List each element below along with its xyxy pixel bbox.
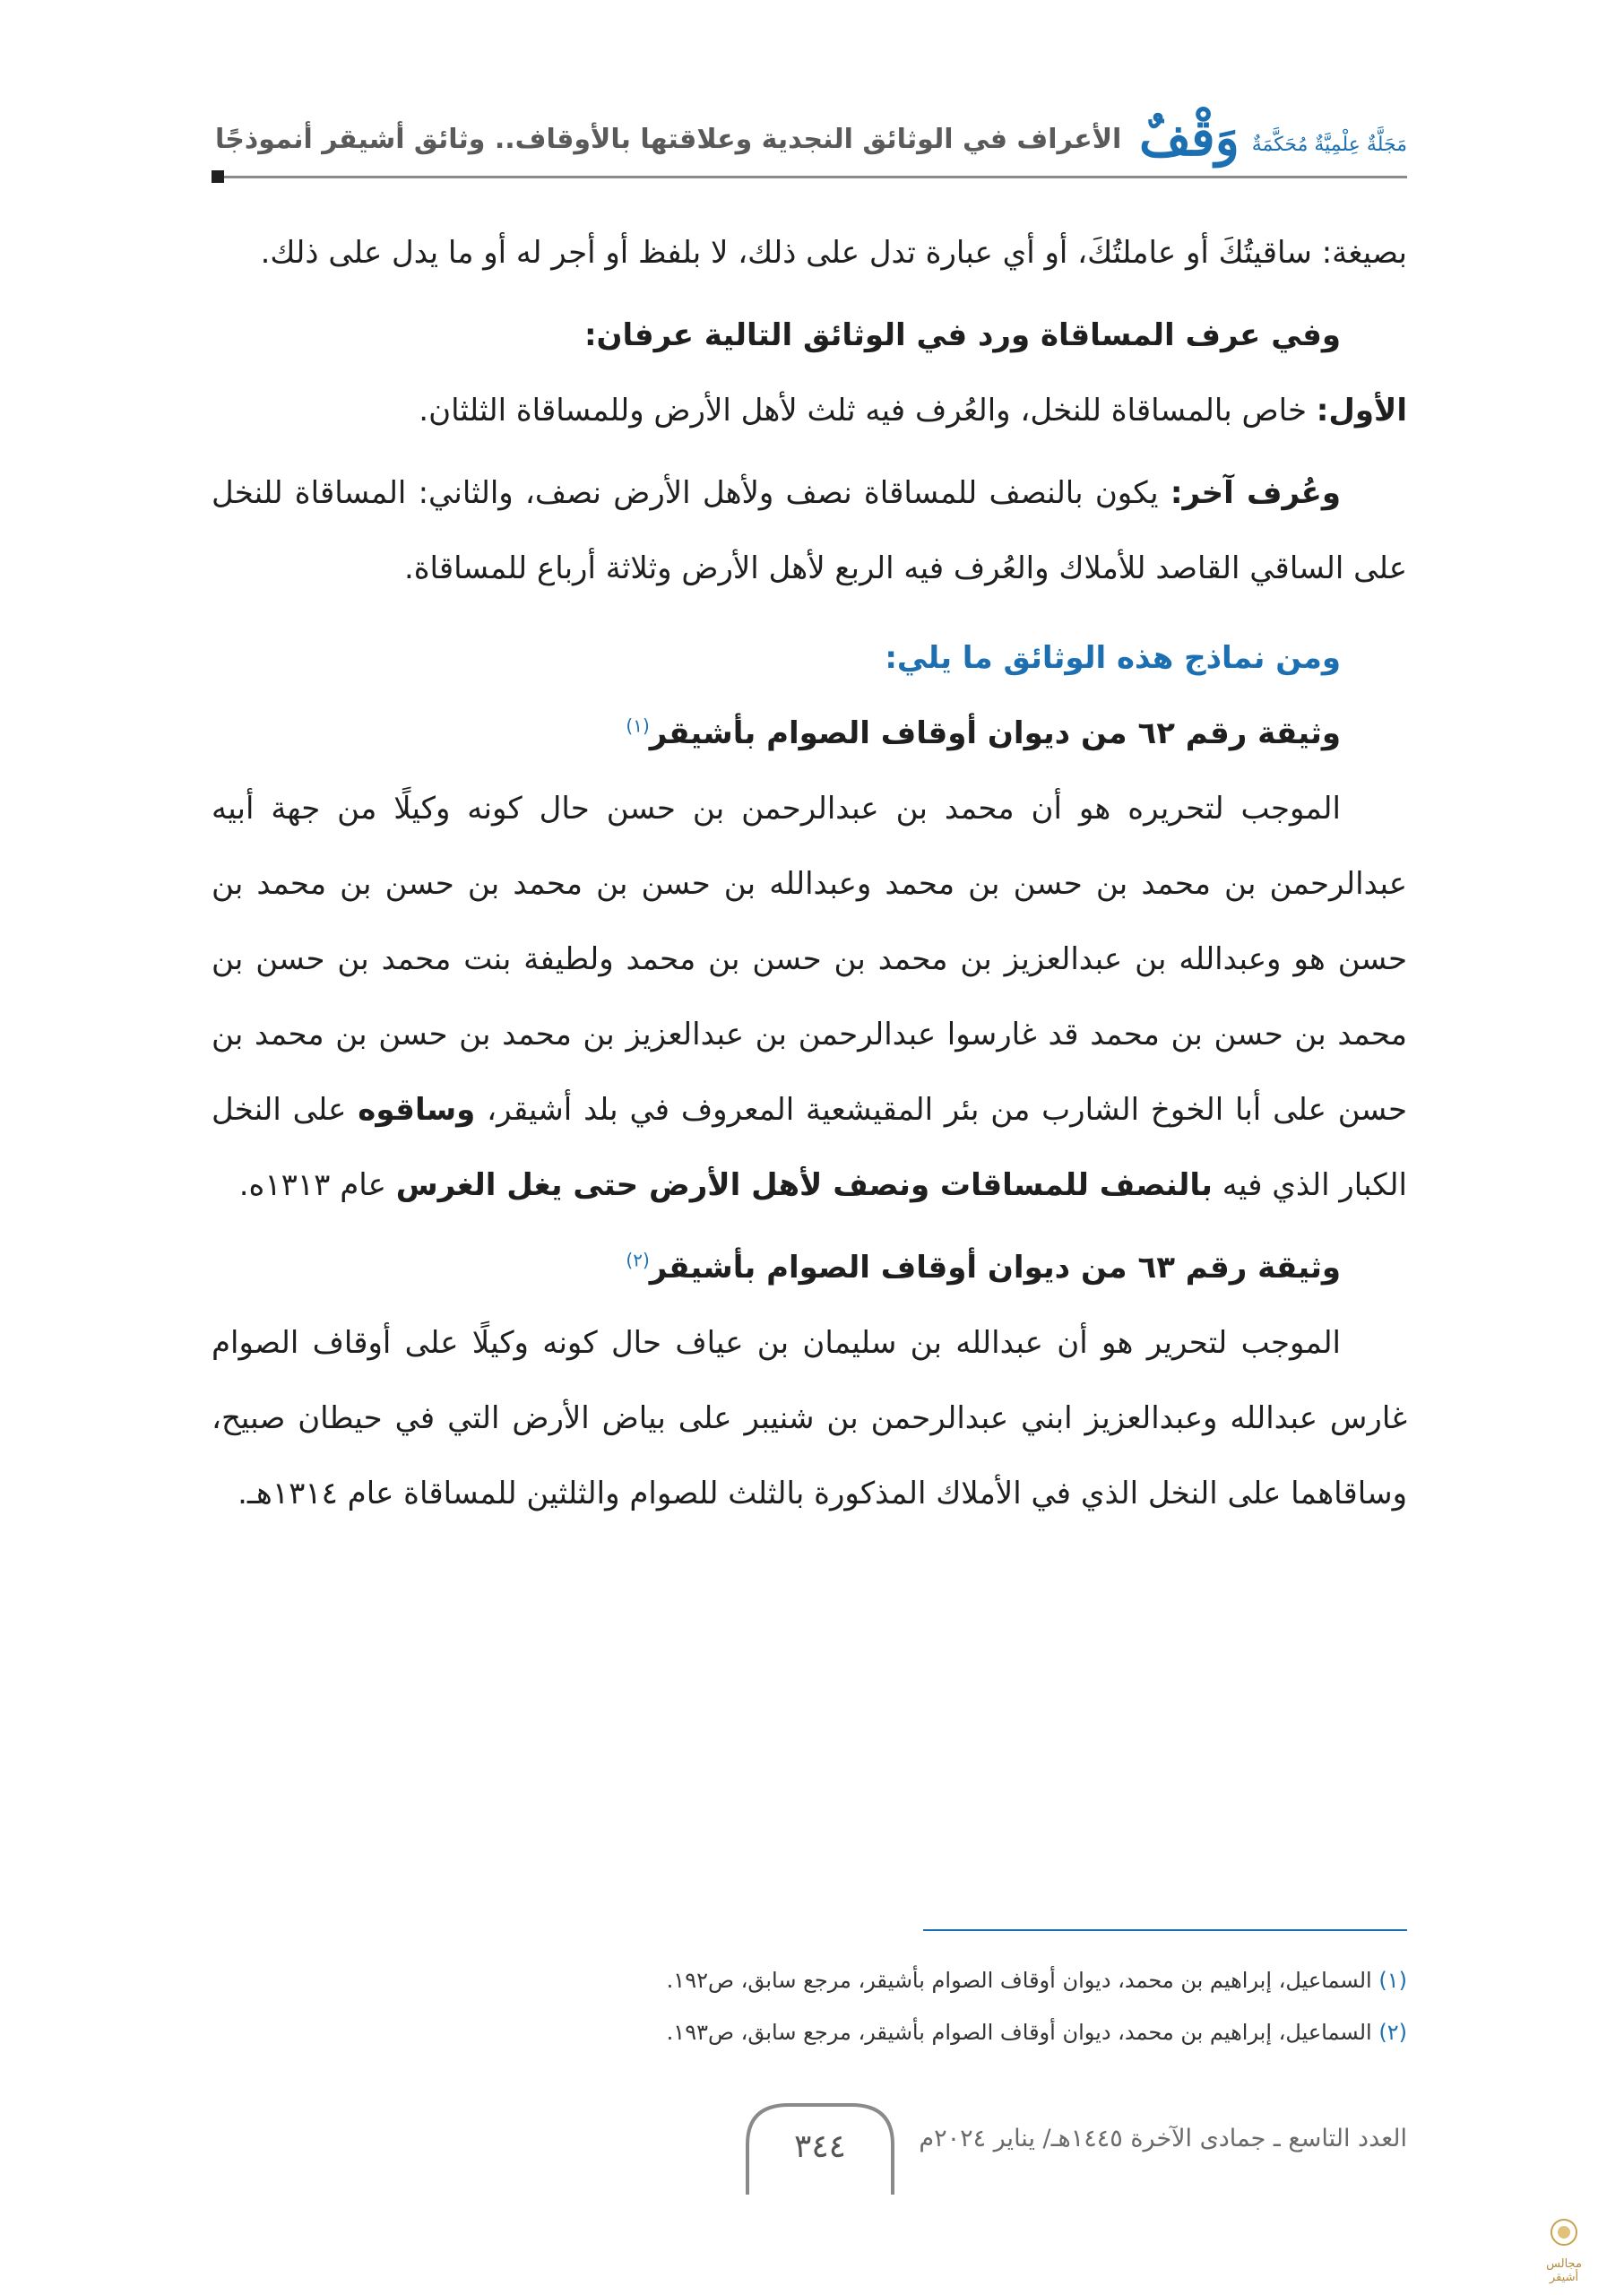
paragraph-3-lead: الأول: bbox=[1316, 393, 1407, 429]
section-heading: ومن نماذج هذه الوثائق ما يلي: bbox=[885, 640, 1341, 676]
header-divider bbox=[215, 176, 1407, 178]
journal-logo bbox=[1138, 108, 1407, 168]
document-1-text-end: عام ١٣١٣ه. bbox=[238, 1167, 396, 1203]
footnote-2 bbox=[212, 2006, 1407, 2058]
running-title: الأعراف في الوثائق النجدية وعلاقتها بالأوقاف.. وثائق أشيقر أنموذجًا bbox=[215, 124, 1122, 155]
document-1-text-mid: على النخل الكبار الذي فيه bbox=[212, 1092, 1407, 1203]
page-number-badge bbox=[744, 2098, 896, 2196]
watermark bbox=[1533, 2214, 1595, 2286]
paragraph-4-lead: وعُرف آخر: bbox=[1170, 475, 1342, 511]
footnote-1-text: السماعيل، إبراهيم بن محمد، ديوان أوقاف الصوام بأشيقر، مرجع سابق، ص١٩٢. bbox=[666, 1968, 1379, 1993]
header-divider-square bbox=[212, 170, 224, 183]
page-number: ٣٤٤ bbox=[793, 2128, 846, 2165]
footnote-1-number: (١) bbox=[1378, 1968, 1407, 1993]
paragraph-4 bbox=[212, 455, 1407, 606]
paragraph-1: بصيغة: ساقيتُكَ أو عاملتُكَ، أو أي عبارة تدل على ذلك، لا بلفظ أو أجر له أو ما يدل على ذلك. bbox=[260, 235, 1407, 271]
article-body bbox=[212, 215, 1407, 1531]
footnote-2-text: السماعيل، إبراهيم بن محمد، ديوان أوقاف الصوام بأشيقر، مرجع سابق، ص١٩٣. bbox=[666, 2020, 1379, 2045]
page-header bbox=[215, 106, 1407, 178]
footnote-1 bbox=[212, 1954, 1407, 2006]
paragraph-3 bbox=[212, 373, 1407, 448]
paragraph-4-text: يكون بالنصف للمساقاة نصف ولأهل الأرض نصف، والثاني: المساقاة للنخل على الساقي القاصد للأملاك والعُرف فيه الربع لأهل الأرض وثلاثة أرباع للمساقاة. bbox=[212, 475, 1407, 586]
paragraph-3-text: خاص بالمساقاة للنخل، والعُرف فيه ثلث لأهل الأرض وللمساقاة الثلثان. bbox=[419, 393, 1317, 429]
document-1-bold-1: وساقوه bbox=[358, 1092, 476, 1128]
journal-logo-subtitle: مَجَلَّةٌ عِلْمِيَّةٌ مُحَكَّمَةٌ bbox=[1251, 134, 1407, 156]
document-1-title-text: وثيقة رقم ٦٢ من ديوان أوقاف الصوام بأشيقر bbox=[649, 715, 1341, 751]
document-1-title bbox=[212, 696, 1407, 771]
document-2-title bbox=[212, 1230, 1407, 1305]
document-2-title-text: وثيقة رقم ٦٣ من ديوان أوقاف الصوام بأشيقر bbox=[649, 1250, 1341, 1286]
footnote-ref-1[interactable]: (١) bbox=[626, 714, 650, 737]
footnotes bbox=[212, 1954, 1407, 2058]
issue-info: العدد التاسع ـ جمادى الآخرة ١٤٤٥هـ/ يناير ٢٠٢٤م bbox=[919, 2125, 1407, 2152]
document-1-text-start: الموجب لتحريره هو أن محمد بن عبدالرحمن بن حسن حال كونه وكيلًا من جهة أبيه عبدالرحمن بن محمد بن حسن بن محمد وعبدالله بن حسن بن محمد بن حسن بن محمد بن حسن هو وعبدالله بن عبدالعزيز بن محمد بن حسن بن محمد ولطيفة بنت محمد بن حسن بن محمد بن حسن بن محمد قد غارسوا عبدالرحمن بن عبدالعزيز بن محمد بن حسن بن محمد بن حسن على أبا الخوخ الشارب من بئر المقيشعية المعروف في بلد أشيقر، bbox=[212, 791, 1407, 1128]
journal-logo-title: وَقْفٌ bbox=[1138, 108, 1240, 168]
paragraph-2-lead: وفي عرف المساقاة ورد في الوثائق التالية عرفان: bbox=[583, 317, 1341, 353]
document-1-text bbox=[212, 771, 1407, 1223]
watermark-emblem-icon bbox=[1546, 2214, 1582, 2250]
footnote-2-number: (٢) bbox=[1378, 2020, 1407, 2045]
footnote-divider bbox=[923, 1929, 1407, 1931]
watermark-label: مجالس أشيقر bbox=[1546, 2257, 1582, 2284]
document-2-text: الموجب لتحرير هو أن عبدالله بن سليمان بن عياف حال كونه وكيلًا على أوقاف الصوام غارس عبدالله وعبدالعزيز ابني عبدالرحمن بن شنيبر على بياض الأرض التي في حيطان صبيح، وساقاهما على النخل الذي في الأملاك المذكورة بالثلث للصوام والثلثين للمساقاة عام ١٣١٤هـ. bbox=[212, 1325, 1407, 1511]
document-1-bold-2: بالنصف للمساقات ونصف لأهل الأرض حتى يغل الغرس bbox=[395, 1167, 1213, 1203]
footnote-ref-2[interactable]: (٢) bbox=[626, 1249, 650, 1271]
